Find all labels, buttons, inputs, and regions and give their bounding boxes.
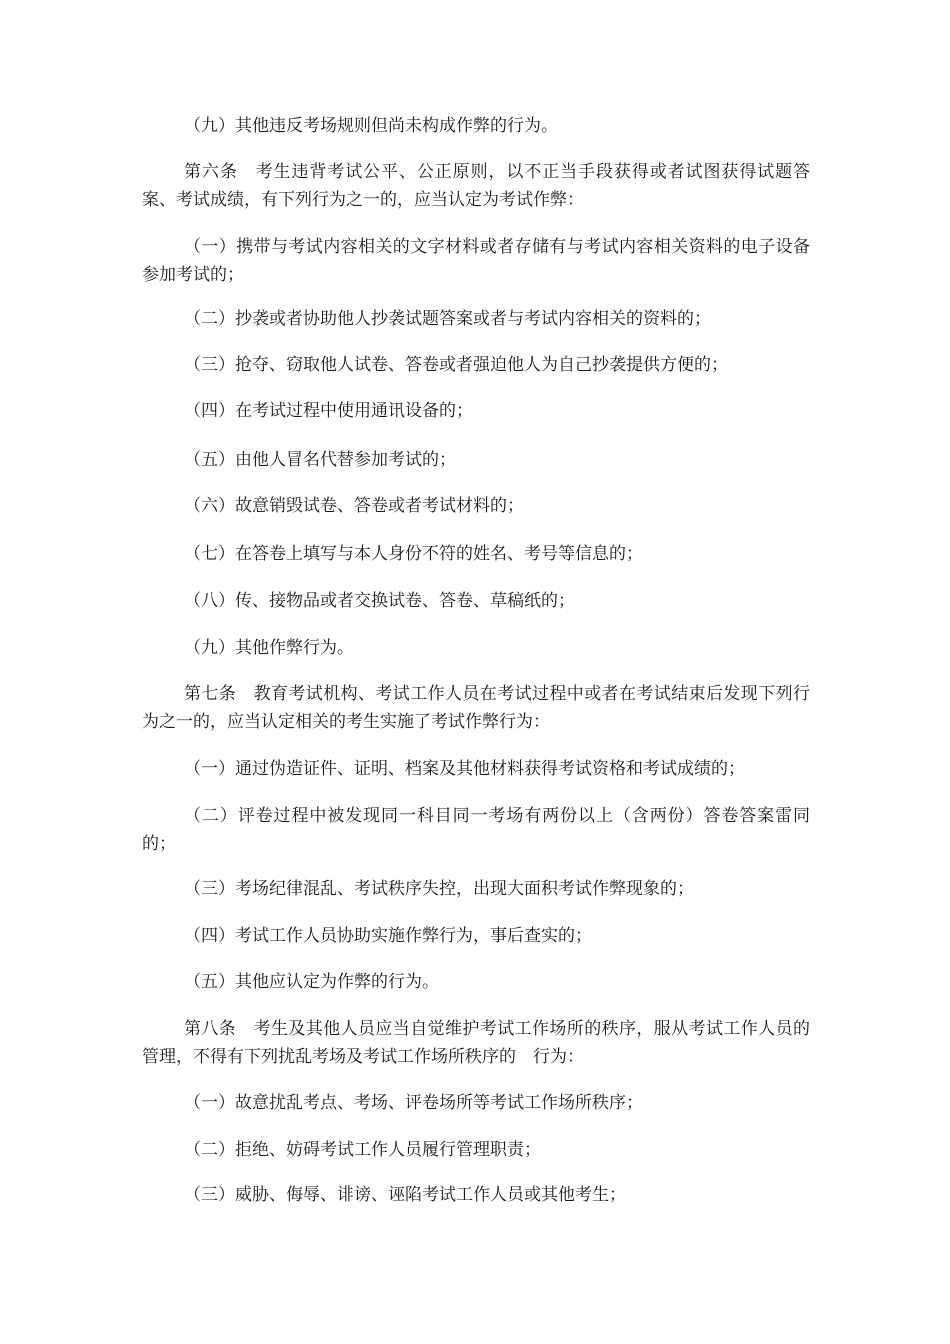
paragraph-art7-item-2: （二）评卷过程中被发现同一科目同一考场有两份以上（含两份）答卷答案雷同的；	[142, 806, 810, 854]
paragraph-art6-item-1: （一）携带与考试内容相关的文字材料或者存储有与考试内容相关资料的电子设备参加考试的；	[142, 237, 810, 285]
paragraph-art8-item-2: （二）拒绝、妨碍考试工作人员履行管理职责；	[184, 1140, 541, 1160]
paragraph-art8-item-1: （一）故意扰乱考点、考场、评卷场所等考试工作场所秩序；	[184, 1093, 643, 1113]
paragraph-art6-item-3: （三）抢夺、窃取他人试卷、答卷或者强迫他人为自己抄袭提供方便的；	[184, 355, 728, 375]
paragraph-article-7: 第七条 教育考试机构、考试工作人员在考试过程中或者在考试结束后发现下列行为之一的，应当认定相关的考生实施了考试作弊行为：	[142, 684, 810, 732]
paragraph-art6-item-2: （二）抄袭或者协助他人抄袭试题答案或者与考试内容相关的资料的；	[184, 309, 711, 329]
paragraph-art6-item-8: （八）传、接物品或者交换试卷、答卷、草稿纸的；	[184, 591, 575, 611]
paragraph-art7-item-1: （一）通过伪造证件、证明、档案及其他材料获得考试资格和考试成绩的；	[184, 759, 745, 779]
paragraph-art7-item-4: （四）考试工作人员协助实施作弊行为，事后查实的；	[184, 926, 592, 946]
paragraph-item-9-rule-violation: （九）其他违反考场规则但尚未构成作弊的行为。	[184, 116, 558, 136]
paragraph-art6-item-4: （四）在考试过程中使用通讯设备的；	[184, 401, 473, 421]
paragraph-article-6: 第六条 考生违背考试公平、公正原则，以不正当手段获得或者试图获得试题答案、考试成绩，有下列行为之一的，应当认定为考试作弊：	[142, 162, 810, 210]
paragraph-art7-item-3: （三）考场纪律混乱、考试秩序失控，出现大面积考试作弊现象的；	[184, 879, 694, 899]
paragraph-art8-item-3: （三）威胁、侮辱、诽谤、诬陷考试工作人员或其他考生；	[184, 1185, 626, 1205]
paragraph-art6-item-9: （九）其他作弊行为。	[184, 638, 354, 658]
paragraph-art6-item-7: （七）在答卷上填写与本人身份不符的姓名、考号等信息的；	[184, 544, 643, 564]
paragraph-art6-item-5: （五）由他人冒名代替参加考试的；	[184, 450, 456, 470]
paragraph-art6-item-6: （六）故意销毁试卷、答卷或者考试材料的；	[184, 496, 524, 516]
paragraph-art7-item-5: （五）其他应认定为作弊的行为。	[184, 972, 439, 992]
paragraph-article-8: 第八条 考生及其他人员应当自觉维护考试工作场所的秩序，服从考试工作人员的管理，不得有下列扰乱考场及考试工作场所秩序的 行为：	[142, 1019, 810, 1067]
